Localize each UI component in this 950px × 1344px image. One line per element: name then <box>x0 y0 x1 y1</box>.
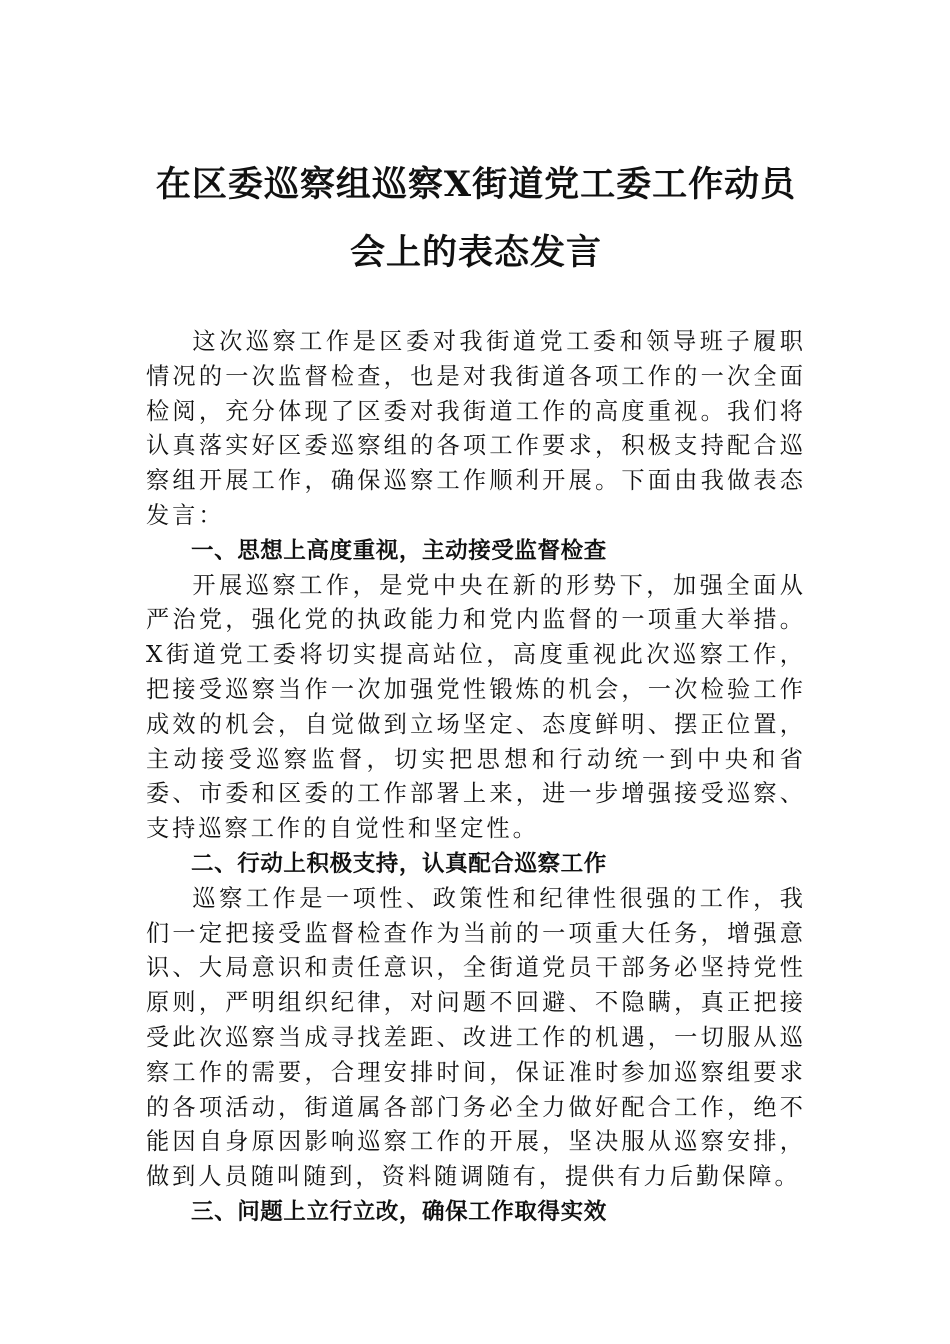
section-3-heading: 三、问题上立行立改，确保工作取得实效 <box>191 1198 607 1225</box>
intro-paragraph: 这次巡察工作是区委对我街道党工委和领导班子履职情况的一次监督检查，也是对我街道各项工作的一次全面检阅，充分体现了区委对我街道工作的高度重视。我们将认真落实好区委巡察组的各项工作要求，积极支持配合巡察组开展工作，确保巡察工作顺利开展。下面由我做表态发言： <box>146 328 806 529</box>
section-2-paragraph: 巡察工作是一项性、政策性和纪律性很强的工作，我们一定把接受监督检查作为当前的一项重大任务，增强意识、大局意识和责任意识，全街道党员干部务必坚持党性原则，严明组织纪律，对问题不回避、不隐瞒，真正把接受此次巡察当成寻找差距、改进工作的机遇，一切服从巡察工作的需要，合理安排时间，保证准时参加巡察组要求的各项活动，街道属各部门务必全力做好配合工作，绝不能因自身原因影响巡察工作的开展，坚决服从巡察安排，做到人员随叫随到，资料随调随有，提供有力后勤保障。 <box>146 884 806 1191</box>
document-title-line-2: 会上的表态发言 <box>349 232 602 273</box>
section-2-heading: 二、行动上积极支持，认真配合巡察工作 <box>191 850 607 877</box>
section-1-paragraph: 开展巡察工作，是党中央在新的形势下，加强全面从严治党，强化党的执政能力和党内监督的一项重大举措。X街道党工委将切实提高站位，高度重视此次巡察工作，把接受巡察当作一次加强党性锻炼的机会，一次检验工作成效的机会，自觉做到立场坚定、态度鲜明、摆正位置，主动接受巡察监督，切实把思想和行动统一到中央和省委、市委和区委的工作部署上来，进一步增强接受巡察、支持巡察工作的自觉性和坚定性。 <box>146 571 806 843</box>
document-body <box>146 325 806 1230</box>
section-1-heading: 一、思想上高度重视，主动接受监督检查 <box>191 537 607 564</box>
document-title-line-1: 在区委巡察组巡察X街道党工委工作动员 <box>155 164 797 205</box>
